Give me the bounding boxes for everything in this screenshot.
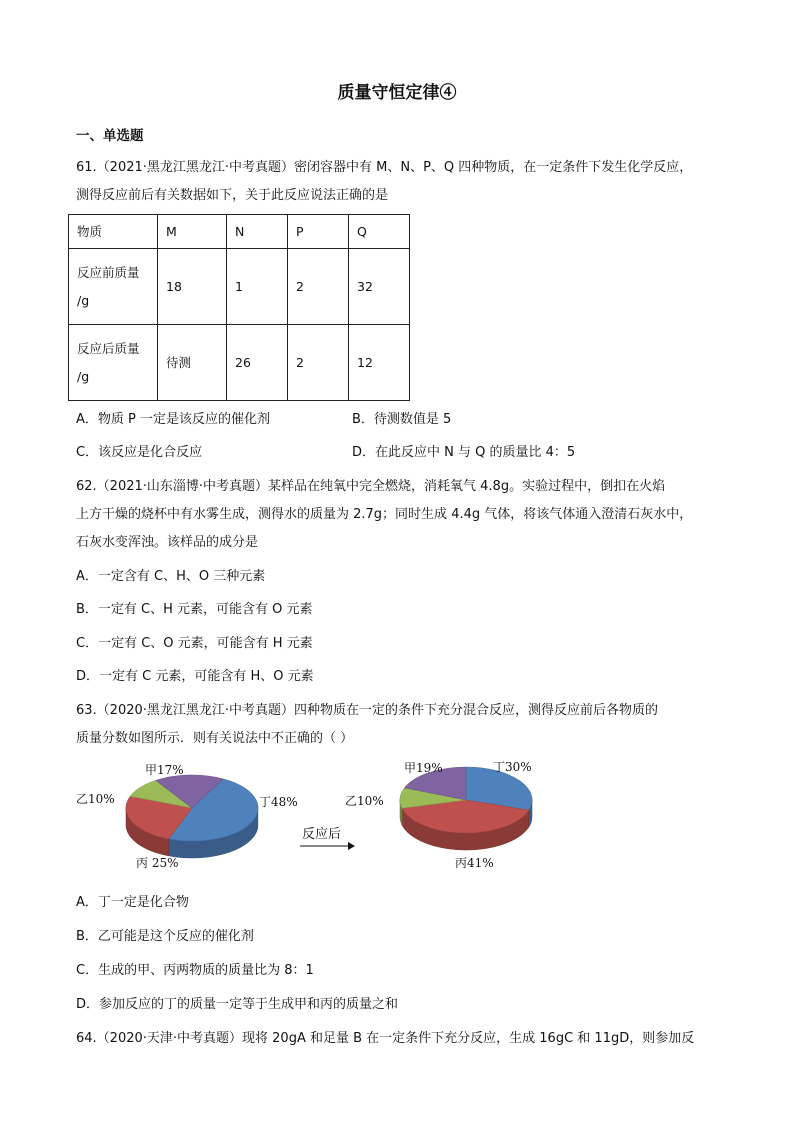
pie-chart-after (400, 767, 532, 850)
row-label-a: 反应后质量 (77, 340, 140, 356)
table-cell: 12 (349, 325, 410, 401)
q62-stem-line3: 石灰水变浑浊。该样品的成分是 (76, 535, 259, 550)
q62-option-c: C．一定有 C、O 元素，可能含有 H 元素 (76, 636, 313, 651)
q62-stem-line2: 上方干燥的烧杯中有水雾生成，测得水的质量为 2.7g；同时生成 4.4g 气体，将该气体通入澄清石灰水中， (76, 507, 693, 522)
table-cell: N (227, 215, 288, 249)
table-row (69, 215, 410, 249)
q63-stem-line1: 63.（2020·黑龙江黑龙江·中考真题）四种物质在一定的条件下充分混合反应，测得反应前后各物质的 (76, 703, 659, 718)
row-label-b: /g (77, 292, 90, 308)
table-row (69, 249, 410, 325)
arrow-head-icon (348, 842, 355, 850)
table-cell (69, 249, 158, 325)
table-cell (69, 325, 158, 401)
q63-option-b: B．乙可能是这个反应的催化剂 (76, 929, 254, 944)
q61-stem-line1: 61.（2021·黑龙江黑龙江·中考真题）密闭容器中有 M、N、P、Q 四种物质，在一定条件下发生化学反应， (76, 160, 693, 175)
section-heading: 一、单选题 (76, 128, 144, 144)
q62-option-d: D．一定有 C 元素，可能含有 H、O 元素 (76, 669, 314, 684)
q61-stem-line2: 测得反应前后有关数据如下，关于此反应说法正确的是 (76, 188, 389, 203)
slice-label: 乙10% (76, 792, 115, 806)
q61-option-c: C．该反应是化合反应 (76, 445, 203, 460)
page-title: 质量守恒定律④ (337, 83, 457, 103)
slice-label: 甲19% (404, 761, 443, 775)
q61-option-b: B．待测数值是 5 (352, 412, 452, 427)
table-cell: 18 (158, 249, 227, 325)
q62-stem-line1: 62.（2021·山东淄博·中考真题）某样品在纯氧中完全燃烧，消耗氧气 4.8g。实验过程中，倒扣在火焰 (76, 479, 666, 494)
pie-chart-before (126, 775, 258, 858)
q62-option-a: A．一定含有 C、H、O 三种元素 (76, 569, 266, 584)
table-cell: 2 (288, 249, 349, 325)
row-label-a: 反应前质量 (77, 264, 140, 280)
table-cell: M (158, 215, 227, 249)
q63-stem-line2: 质量分数如图所示．则有关说法中不正确的（ ） (76, 731, 354, 746)
slice-label: 丙 25% (136, 856, 179, 870)
q63-option-a: A．丁一定是化合物 (76, 895, 189, 910)
q64-stem-line1: 64.（2020·天津·中考真题）现将 20gA 和足量 B 在一定条件下充分反应，生成 16gC 和 11gD，则参加反 (76, 1031, 695, 1046)
q61-option-a: A．物质 P 一定是该反应的催化剂 (76, 412, 270, 427)
slice-label: 甲17% (145, 763, 184, 777)
slice-label: 丁30% (493, 760, 532, 774)
table-cell: P (288, 215, 349, 249)
q61-data-table (68, 214, 410, 401)
slice-label: 丁48% (259, 795, 298, 809)
q63-option-d: D．参加反应的丁的质量一定等于生成甲和丙的质量之和 (76, 997, 399, 1012)
q61-option-d: D．在此反应中 N 与 Q 的质量比 4：5 (352, 445, 576, 460)
slice-label: 乙10% (345, 794, 384, 808)
row-label-b: /g (77, 368, 90, 384)
table-row (69, 325, 410, 401)
slice-label: 丙41% (455, 856, 494, 870)
reaction-arrow-label: 反应后 (302, 827, 342, 842)
table-cell: 待测 (158, 325, 227, 401)
q62-option-b: B．一定有 C、H 元素，可能含有 O 元素 (76, 602, 313, 617)
table-cell: 1 (227, 249, 288, 325)
table-cell: 2 (288, 325, 349, 401)
table-cell: 26 (227, 325, 288, 401)
table-cell: 32 (349, 249, 410, 325)
table-cell: 物质 (69, 215, 158, 249)
q63-option-c: C．生成的甲、丙两物质的质量比为 8：1 (76, 963, 314, 978)
table-cell: Q (349, 215, 410, 249)
pie-chart-figure (0, 752, 794, 872)
